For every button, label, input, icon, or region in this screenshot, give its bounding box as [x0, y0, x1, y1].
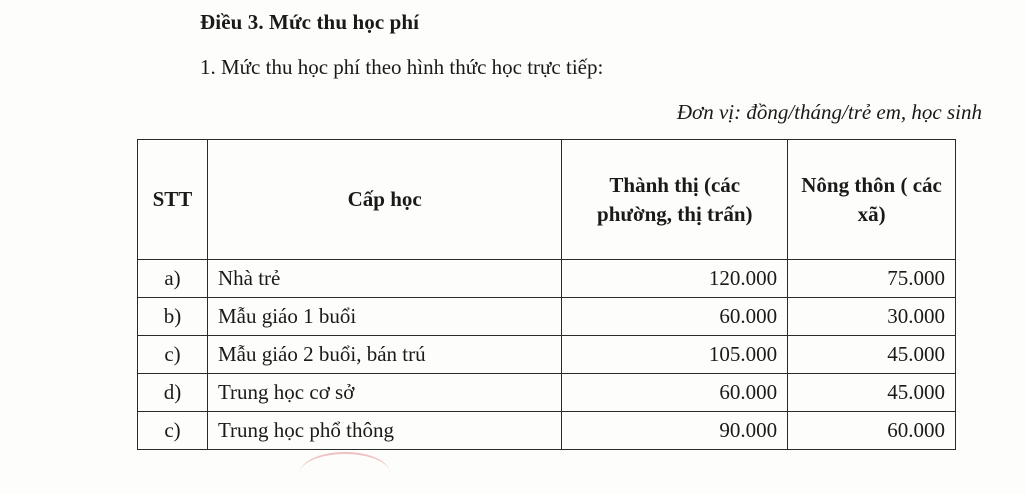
table-header-row [138, 140, 956, 260]
tuition-fee-table [137, 139, 956, 450]
row-rural-fee: 45.000 [788, 374, 956, 412]
row-stt: d) [138, 374, 208, 412]
article-heading: Điều 3. Mức thu học phí [200, 10, 420, 34]
row-rural-fee: 45.000 [788, 336, 956, 374]
table-row [138, 298, 956, 336]
table-row [138, 336, 956, 374]
header-urban: Thành thị (các phường, thị trấn) [562, 140, 788, 260]
row-rural-fee: 30.000 [788, 298, 956, 336]
row-level: Mẫu giáo 1 buổi [207, 298, 561, 336]
row-stt: b) [138, 298, 208, 336]
row-level: Trung học cơ sở [207, 374, 561, 412]
row-urban-fee: 90.000 [562, 412, 788, 450]
row-urban-fee: 120.000 [562, 260, 788, 298]
row-level: Nhà trẻ [207, 260, 561, 298]
row-rural-fee: 60.000 [788, 412, 956, 450]
red-stamp-fragment [300, 452, 390, 494]
table-row [138, 374, 956, 412]
row-stt: a) [138, 260, 208, 298]
header-level: Cấp học [207, 140, 561, 260]
table-row [138, 412, 956, 450]
row-rural-fee: 75.000 [788, 260, 956, 298]
row-stt: c) [138, 336, 208, 374]
intro-paragraph: 1. Mức thu học phí theo hình thức học trực tiếp: [200, 55, 604, 79]
row-urban-fee: 60.000 [562, 298, 788, 336]
row-stt: c) [138, 412, 208, 450]
row-level: Mẫu giáo 2 buổi, bán trú [207, 336, 561, 374]
table-row [138, 260, 956, 298]
row-level: Trung học phổ thông [207, 412, 561, 450]
row-urban-fee: 105.000 [562, 336, 788, 374]
header-stt: STT [138, 140, 208, 260]
row-urban-fee: 60.000 [562, 374, 788, 412]
header-rural: Nông thôn ( các xã) [788, 140, 956, 260]
unit-note: Đơn vị: đồng/tháng/trẻ em, học sinh [676, 100, 982, 124]
